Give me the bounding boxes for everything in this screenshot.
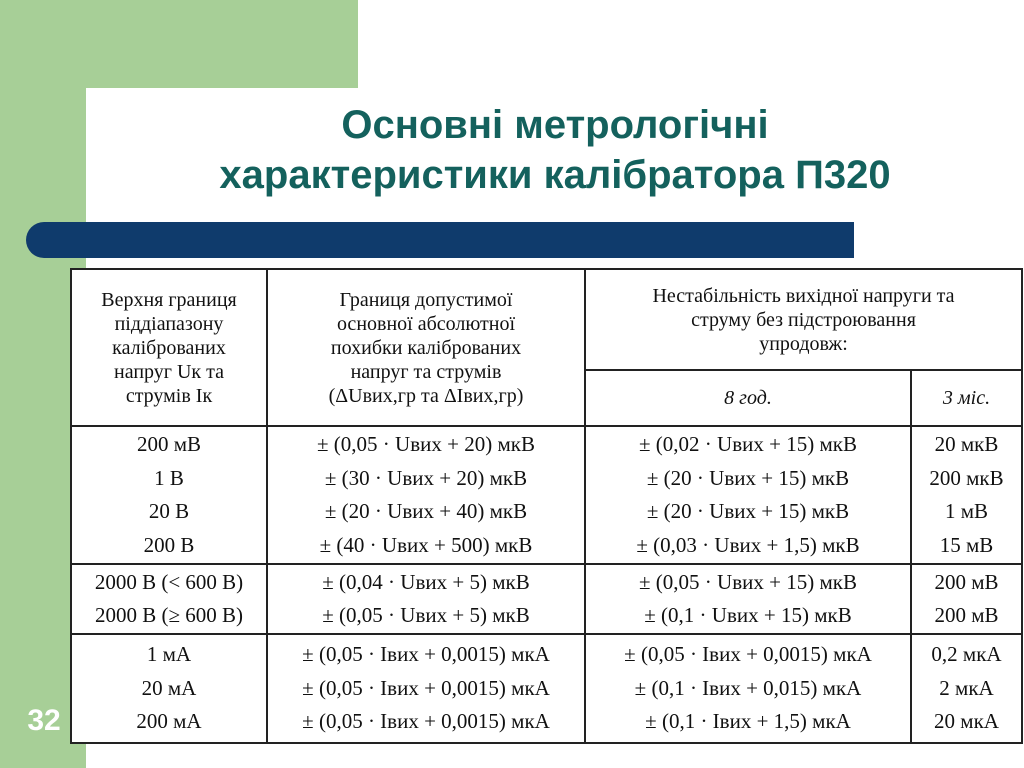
header-instability: Нестабільність вихідної напруги та струму без підстроювання упродовж: [585, 269, 1022, 370]
table-row-group-high-voltage [71, 564, 1022, 634]
cell-ranges: 1 мА 20 мА 200 мА [71, 634, 267, 743]
cell-instability-3m: 20 мкВ 200 мкВ 1 мВ 15 мВ [911, 426, 1022, 564]
header-error-limit: Границя допустимої основної абсолютної похибки каліброваних напруг та струмів (ΔUвих,гр та ΔIвих,гр) [267, 269, 585, 426]
header-8-hours: 8 год. [585, 370, 911, 426]
cell-error-limits: ± (0,04 · Uвих + 5) мкВ ± (0,05 · Uвих + 5) мкВ [267, 564, 585, 634]
cell-instability-8h: ± (0,02 · Uвих + 15) мкВ ± (20 · Uвих + 15) мкВ ± (20 · Uвих + 15) мкВ ± (0,03 · Uвих + 1,5) мкВ [585, 426, 911, 564]
slide-title [86, 100, 1024, 200]
slide-number: 32 [27, 704, 61, 737]
cell-error-limits: ± (0,05 · Uвих + 20) мкВ ± (30 · Uвих + 20) мкВ ± (20 · Uвих + 40) мкВ ± (40 · Uвих + 500) мкВ [267, 426, 585, 564]
cell-ranges: 200 мВ 1 В 20 В 200 В [71, 426, 267, 564]
cell-error-limits: ± (0,05 · Iвих + 0,0015) мкА ± (0,05 · Iвих + 0,0015) мкА ± (0,05 · Iвих + 0,0015) мкА [267, 634, 585, 743]
slide-title-line-2: характеристики калібратора П320 [219, 153, 891, 197]
decorative-title-bar [26, 222, 854, 258]
slide-title-line-1: Основні метрологічні [341, 103, 769, 147]
characteristics-table-container [70, 268, 1021, 742]
cell-instability-8h: ± (0,05 · Uвих + 15) мкВ ± (0,1 · Uвих + 15) мкВ [585, 564, 911, 634]
header-upper-limit: Верхня границя піддіапазону каліброваних напруг Uк та струмів Iк [71, 269, 267, 426]
cell-instability-3m: 200 мВ 200 мВ [911, 564, 1022, 634]
header-3-months: 3 міс. [911, 370, 1022, 426]
cell-ranges: 2000 В (< 600 В) 2000 В (≥ 600 В) [71, 564, 267, 634]
cell-instability-8h: ± (0,05 · Iвих + 0,0015) мкА ± (0,1 · Iвих + 0,015) мкА ± (0,1 · Iвих + 1,5) мкА [585, 634, 911, 743]
table-row-group-current [71, 634, 1022, 743]
cell-instability-3m: 0,2 мкА 2 мкА 20 мкА [911, 634, 1022, 743]
characteristics-table [70, 268, 1023, 744]
table-row-group-voltage [71, 426, 1022, 564]
